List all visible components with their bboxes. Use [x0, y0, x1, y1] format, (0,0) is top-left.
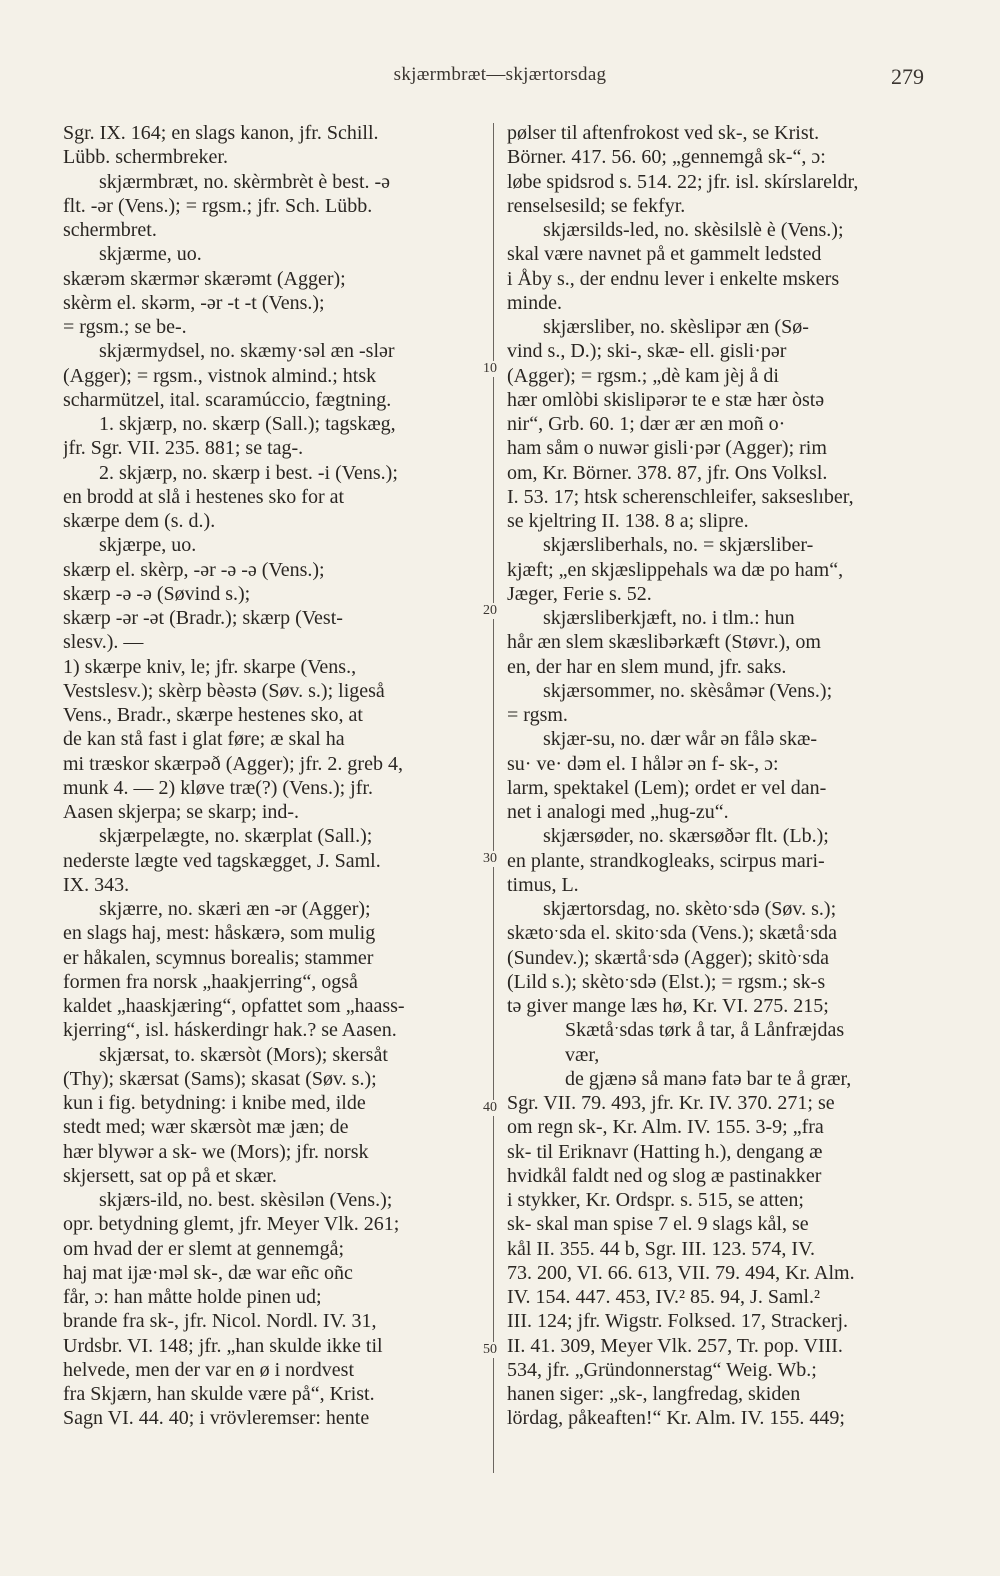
- text-line: formen fra norsk „haakjerring“, også: [63, 970, 358, 993]
- text-line: skjærsommer, no. skèsåmər (Vens.);: [543, 679, 833, 702]
- text-line: en slags haj, mest: håskærə, som mulig: [63, 922, 376, 945]
- text-line: skærp -ər -ət (Bradr.); skærp (Vest-: [63, 607, 343, 629]
- text-line: skjærs-ild, no. best. skèsilən (Vens.);: [99, 1189, 393, 1211]
- text-line: (Thy); skærsat (Sams); skasat (Søv. s.);: [63, 1067, 377, 1090]
- text-line: en plante, strandkogleaks, scirpus mari-: [507, 849, 825, 872]
- text-line: skjersett, sat op på et skær.: [63, 1164, 277, 1187]
- text-line: vær,: [565, 1043, 600, 1066]
- text-line: larm, spektakel (Lem); ordet er vel dan-: [507, 776, 827, 799]
- page-number: 279: [891, 64, 924, 89]
- text-line: Lübb. schermbreker.: [63, 146, 228, 169]
- column-divider: [493, 123, 494, 1473]
- text-line: skjærsliberhals, no. = skjærsliber-: [543, 534, 814, 557]
- text-line: scharmützel, ital. scaramúccio, fægtning.: [63, 388, 392, 411]
- text-line: net i analogi med „hug-zu“.: [507, 801, 729, 823]
- text-line: skjærpe, uo.: [99, 534, 197, 557]
- text-line: ham såm o nuwər gisli·pər (Agger); rim: [507, 437, 827, 460]
- text-line: skjærmydsel, no. skæmy·səl æn -slər: [99, 340, 395, 363]
- text-line: skærpe dem (s. d.).: [63, 510, 216, 532]
- text-line: skjærpelægte, no. skærplat (Sall.);: [99, 825, 373, 848]
- line-number-50: 50: [475, 1342, 505, 1358]
- text-line: skjærre, no. skæri æn -ər (Agger);: [99, 898, 371, 920]
- text-line: kål II. 355. 44 b, Sgr. III. 123. 574, IV.: [507, 1237, 815, 1260]
- text-line: kjæft; „en skjæslippehals wa dæ po ham“,: [507, 558, 844, 581]
- line-number-40: 40: [475, 1100, 505, 1116]
- text-line: hær blywər a sk- we (Mors); jfr. norsk: [63, 1140, 369, 1163]
- text-line: IV. 154. 447. 453, IV.² 85. 94, J. Saml.²: [507, 1286, 820, 1308]
- text-line: kun i fig. betydning: i knibe med, ilde: [63, 1092, 366, 1114]
- text-line: slesv.). —: [63, 631, 144, 654]
- text-line: (Agger); = rgsm., vistnok almind.; htsk: [63, 364, 377, 387]
- text-line: fra Skjærn, han skulde være på“, Krist.: [63, 1383, 375, 1405]
- text-line: skjærme, uo.: [99, 243, 202, 266]
- text-line: skærp el. skèrp, -ər -ə -ə (Vens.);: [63, 558, 325, 581]
- text-line: Vens., Bradr., skærpe hestenes sko, at: [63, 704, 363, 726]
- text-line: skal være navnet på et gammelt ledsted: [507, 243, 822, 266]
- left-column: [63, 121, 491, 1431]
- text-line: skèrm el. skərm, -ər -t -t (Vens.);: [63, 291, 325, 314]
- text-line: de gjænə så manə fatə bar te å grær,: [565, 1067, 852, 1090]
- text-line: Aasen skjerpa; se skarp; ind-.: [63, 801, 300, 823]
- text-line: nederste lægte ved tagskægget, J. Saml.: [63, 849, 381, 872]
- text-line: 1. skjærp, no. skærp (Sall.); tagskæg,: [99, 413, 396, 435]
- text-line: renselsesild; se fekfyr.: [507, 194, 686, 217]
- text-line: Skætåˑsdas tørk å tar, å Lånfræjdas: [565, 1019, 845, 1042]
- text-line: skjærsilds-led, no. skèsilslè è (Vens.);: [543, 219, 844, 241]
- text-line: timus, L.: [507, 873, 579, 896]
- text-line: skjærsøder, no. skærsøðər flt. (Lb.);: [543, 825, 829, 848]
- text-line: mi træskor skærpəð (Agger); jfr. 2. greb 4,: [63, 752, 403, 775]
- text-line: kaldet „haaskjæring“, opfattet som „haass-: [63, 995, 405, 1017]
- text-line: skjærsat, to. skærsòt (Mors); skersåt: [99, 1043, 388, 1066]
- text-line: Vestslesv.); skèrp bèəstə (Søv. s.); ligeså: [63, 679, 385, 702]
- text-line: (Agger); = rgsm.; „dè kam jèj å di: [507, 364, 779, 387]
- text-line: lördag, påkeaften!“ Kr. Alm. IV. 155. 449;: [507, 1407, 845, 1430]
- text-line: (Sundev.); skærtåˑsdə (Agger); skitòˑsda: [507, 946, 829, 969]
- text-line: opr. betydning glemt, jfr. Meyer Vlk. 261;: [63, 1213, 400, 1236]
- text-line: hvidkål faldt ned og slog æ pastinakker: [507, 1164, 822, 1187]
- text-line: nir“, Grb. 60. 1; dær ær æn moñ o·: [507, 413, 786, 435]
- text-line: Jæger, Ferie s. 52.: [507, 582, 652, 605]
- text-line: (Lild s.); skètoˑsdə (Elst.); = rgsm.; sk-s: [507, 970, 826, 993]
- text-line: en, der har en slem mund, jfr. saks.: [507, 655, 787, 678]
- text-line: skætoˑsda el. skitoˑsda (Vens.); skætåˑsda: [507, 922, 837, 945]
- text-line: 2. skjærp, no. skærp i best. -i (Vens.);: [99, 461, 398, 484]
- text-line: stedt med; wær skærsòt mæ jæn; de: [63, 1116, 349, 1139]
- text-line: tə giver mange læs hø, Kr. VI. 275. 215;: [507, 995, 829, 1017]
- text-line: minde.: [507, 291, 562, 314]
- text-line: se kjeltring II. 138. 8 a; slipre.: [507, 510, 749, 532]
- text-line: II. 41. 309, Meyer Vlk. 257, Tr. pop. VIII.: [507, 1334, 843, 1357]
- text-line: Sgr. IX. 164; en slags kanon, jfr. Schill.: [63, 122, 379, 144]
- line-number-20: 20: [475, 603, 505, 619]
- text-line: helvede, men der var en ø i nordvest: [63, 1358, 355, 1381]
- text-line: Börner. 417. 56. 60; „gennemgå sk-“, ɔ:: [507, 146, 826, 169]
- text-line: flt. -ər (Vens.); = rgsm.; jfr. Sch. Lübb.: [63, 194, 373, 217]
- text-line: skjær-su, no. dær wår ən fålə skæ-: [543, 728, 817, 751]
- text-line: = rgsm.; se be-.: [63, 316, 187, 338]
- text-line: skjærsliber, no. skèslipər æn (Sø-: [543, 316, 809, 338]
- text-line: skjærmbræt, no. skèrmbrèt è best. -ə: [99, 170, 391, 193]
- text-line: skjærsliberkjæft, no. i tlm.: hun: [543, 607, 795, 629]
- text-line: skærp -ə -ə (Søvind s.);: [63, 582, 251, 605]
- text-line: i Åby s., der endnu lever i enkelte mskers: [507, 267, 840, 290]
- text-line: Sagn VI. 44. 40; i vrövleremser: hente: [63, 1407, 370, 1430]
- text-line: om hvad der er slemt at gennemgå;: [63, 1237, 345, 1260]
- text-line: jfr. Sgr. VII. 235. 881; se tag-.: [63, 437, 304, 460]
- text-line: Sgr. VII. 79. 493, jfr. Kr. IV. 370. 271; se: [507, 1092, 835, 1114]
- text-line: haj mat ijæ·məl sk-, dæ war eñc oñc: [63, 1261, 353, 1284]
- text-line: 73. 200, VI. 66. 613, VII. 79. 494, Kr. Alm.: [507, 1261, 855, 1284]
- text-line: I. 53. 17; htsk scherenschleifer, sakseslıber,: [507, 485, 854, 508]
- text-line: su· ve· dəm el. I hålər ən f- sk-, ɔ:: [507, 752, 779, 775]
- text-line: brande fra sk-, jfr. Nicol. Nordl. IV. 31,: [63, 1310, 377, 1333]
- line-number-30: 30: [475, 851, 505, 867]
- right-column: [507, 121, 935, 1431]
- text-line: = rgsm.: [507, 704, 568, 726]
- text-line: hær omlòbi skislipərər te e stæ hær òstə: [507, 388, 825, 411]
- text-line: 534, jfr. „Gründonnerstag“ Weig. Wb.;: [507, 1358, 817, 1381]
- text-line: IX. 343.: [63, 873, 130, 896]
- text-line: vind s., D.); ski-, skæ- ell. gisli·pər: [507, 340, 787, 363]
- text-line: sk- til Eriknavr (Hatting h.), dengang æ: [507, 1140, 823, 1163]
- text-line: sk- skal man spise 7 el. 9 slags kål, se: [507, 1213, 809, 1236]
- text-line: schermbret.: [63, 219, 157, 241]
- text-line: de kan stå fast i glat føre; æ skal ha: [63, 728, 345, 751]
- line-number-10: 10: [475, 361, 505, 377]
- text-line: 1) skærpe kniv, le; jfr. skarpe (Vens.,: [63, 655, 357, 678]
- text-line: munk 4. — 2) kløve træ(?) (Vens.); jfr.: [63, 776, 373, 799]
- text-line: hår æn slem skæslibərkæft (Støvr.), om: [507, 631, 821, 654]
- text-line: pølser til aftenfrokost ved sk-, se Krist.: [507, 122, 820, 144]
- text-line: III. 124; jfr. Wigstr. Folksed. 17, Strackerj.: [507, 1310, 849, 1333]
- running-head: skjærmbræt—skjærtorsdag: [393, 64, 607, 85]
- text-line: om, Kr. Börner. 378. 87, jfr. Ons Volksl.: [507, 461, 828, 484]
- text-line: skjærtorsdag, no. skètoˑsdə (Søv. s.);: [543, 898, 837, 920]
- text-line: får, ɔ: han måtte holde pinen ud;: [63, 1286, 322, 1308]
- text-line: hanen siger: „sk-, langfredag, skiden: [507, 1383, 801, 1405]
- text-line: i stykker, Kr. Ordspr. s. 515, se atten;: [507, 1189, 804, 1211]
- text-line: om regn sk-, Kr. Alm. IV. 155. 3-9; „fra: [507, 1116, 824, 1139]
- text-line: skærəm skærmər skærəmt (Agger);: [63, 267, 346, 290]
- text-line: kjerring“, isl. háskerdingr hak.? se Aasen.: [63, 1019, 397, 1042]
- text-line: er håkalen, scymnus borealis; stammer: [63, 946, 374, 969]
- text-line: løbe spidsrod s. 514. 22; jfr. isl. skírslareldr,: [507, 170, 859, 193]
- text-line: Urdsbr. VI. 148; jfr. „han skulde ikke til: [63, 1334, 383, 1357]
- text-line: en brodd at slå i hestenes sko for at: [63, 485, 345, 508]
